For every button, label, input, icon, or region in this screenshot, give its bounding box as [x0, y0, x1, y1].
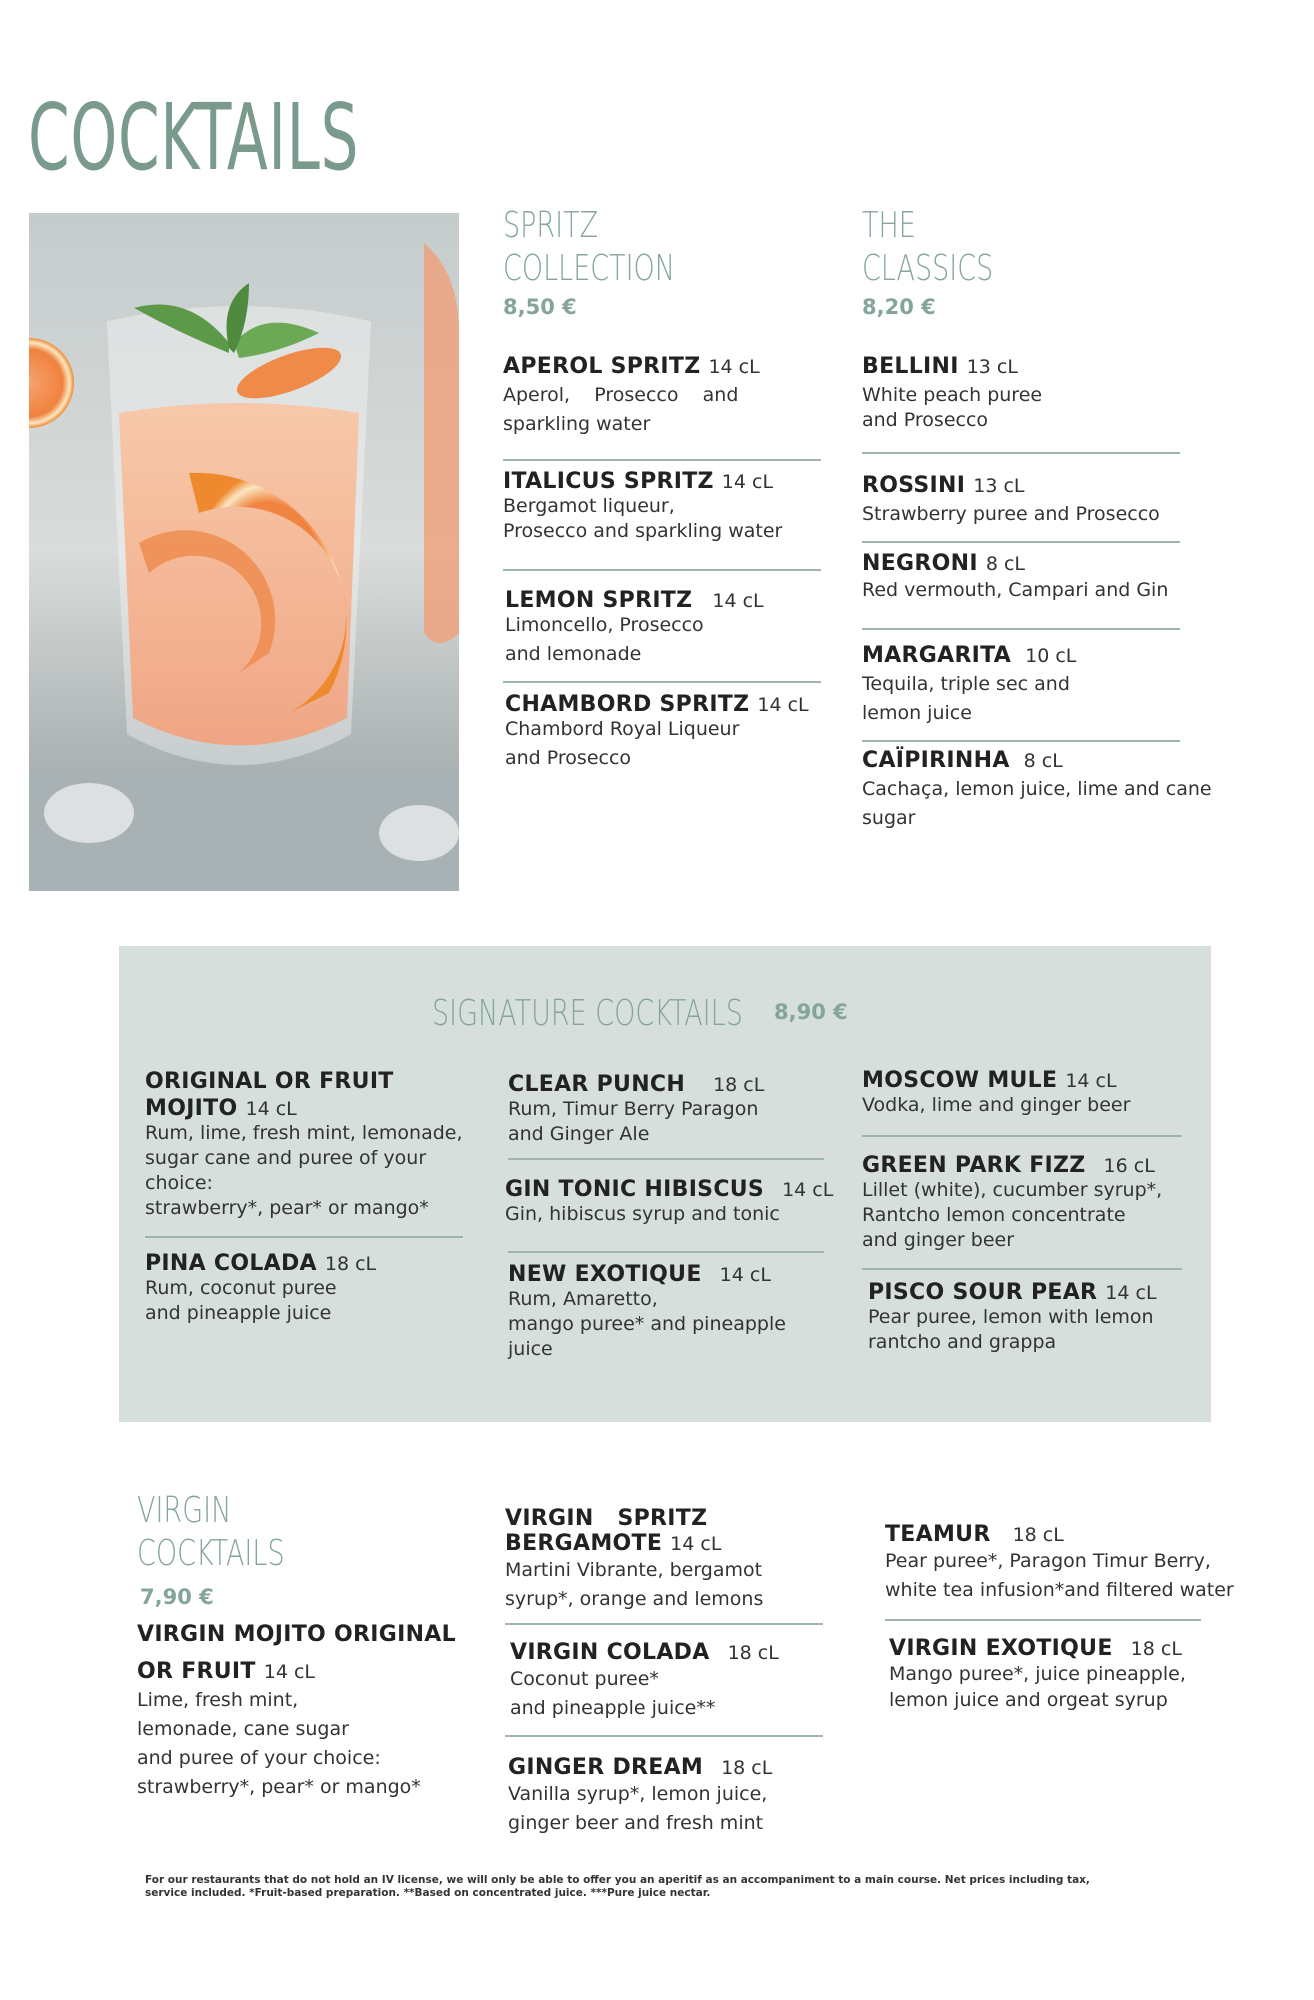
- divider: [862, 452, 1180, 454]
- divider: [862, 1135, 1182, 1137]
- classics-title: THE CLASSICS: [862, 205, 994, 289]
- virgin-item: VIRGIN EXOTIQUE 18 cL Mango puree*, juice pineapple, lemon juice and orgeat syrup: [889, 1636, 1186, 1711]
- signature-header: [432, 992, 846, 1035]
- virgin-item: TEAMUR 18 cL Pear puree*, Paragon Timur Berry, white tea infusion*and filtered water: [885, 1522, 1234, 1601]
- signature-item: CLEAR PUNCH 18 cL Rum, Timur Berry Paragon and Ginger Ale: [508, 1072, 765, 1145]
- virgin-title: VIRGIN COCKTAILS: [137, 1490, 285, 1574]
- divider: [862, 1268, 1182, 1270]
- divider: [862, 740, 1180, 742]
- classics-item: CAÏPIRINHA 8 cL Cachaça, lemon juice, lime and cane sugar: [862, 748, 1212, 829]
- virgin-item: VIRGIN SPRITZ BERGAMOTE 14 cL Martini Vibrante, bergamot syrup*, orange and lemons: [505, 1506, 764, 1610]
- virgin-price: 7,90 €: [140, 1585, 214, 1609]
- spritz-item: CHAMBORD SPRITZ 14 cL Chambord Royal Liqueur and Prosecco: [505, 692, 809, 769]
- signature-title: SIGNATURE COCKTAILS: [432, 993, 743, 1034]
- divider: [505, 1623, 823, 1625]
- virgin-item: GINGER DREAM 18 cL Vanilla syrup*, lemon juice, ginger beer and fresh mint: [508, 1755, 773, 1834]
- spritz-item: ITALICUS SPRITZ 14 cL Bergamot liqueur, Prosecco and sparkling water: [503, 469, 783, 542]
- classics-item: NEGRONI 8 cL Red vermouth, Campari and Gin: [862, 551, 1169, 601]
- cocktail-photo: [29, 213, 459, 891]
- signature-item: PISCO SOUR PEAR 14 cL Pear puree, lemon with lemon rantcho and grappa: [868, 1280, 1157, 1353]
- classics-item: MARGARITA 10 cL Tequila, triple sec and lemon juice: [862, 643, 1077, 724]
- signature-item: GREEN PARK FIZZ 16 cL Lillet (white), cucumber syrup*, Rantcho lemon concentrate and ginger beer: [862, 1153, 1163, 1251]
- classics-item: BELLINI 13 cL White peach puree and Prosecco: [862, 354, 1043, 431]
- divider: [505, 1735, 823, 1737]
- spritz-item: APEROL SPRITZ 14 cL Aperol, Prosecco and sparkling water: [503, 354, 760, 435]
- spritz-title: SPRITZ COLLECTION: [503, 205, 676, 289]
- divider: [145, 1236, 463, 1238]
- signature-item: NEW EXOTIQUE 14 cL Rum, Amaretto, mango puree* and pineapple juice: [508, 1262, 786, 1360]
- signature-item: ORIGINAL OR FRUIT MOJITO 14 cL Rum, lime, fresh mint, lemonade, sugar cane and puree of your choice: strawberry*, pear* or mango*: [145, 1069, 463, 1219]
- signature-item: PINA COLADA 18 cL Rum, coconut puree and pineapple juice: [145, 1251, 377, 1324]
- page-title: COCKTAILS: [28, 84, 360, 191]
- divider: [508, 1251, 824, 1253]
- cocktail-glass-icon: [29, 213, 459, 891]
- signature-item: GIN TONIC HIBISCUS 14 cL Gin, hibiscus syrup and tonic: [505, 1177, 834, 1225]
- divider: [503, 681, 821, 683]
- virgin-item: VIRGIN COLADA 18 cL Coconut puree* and pineapple juice**: [510, 1640, 779, 1719]
- footnote: For our restaurants that do not hold an IV license, we will only be able to offer you an aperitif as an accompaniment to a main course. Net prices including tax, service included. *Fruit-based preparation. **Based on concentrated juice. ***Pure juice nectar.: [145, 1874, 1090, 1899]
- spritz-price: 8,50 €: [503, 295, 577, 319]
- divider: [862, 628, 1180, 630]
- classics-price: 8,20 €: [862, 295, 936, 319]
- divider: [885, 1619, 1201, 1621]
- spritz-item: LEMON SPRITZ 14 cL Limoncello, Prosecco and lemonade: [505, 588, 764, 665]
- virgin-item: VIRGIN MOJITO ORIGINAL OR FRUIT 14 cL Lime, fresh mint, lemonade, cane sugar and puree of your choice: strawberry*, pear* or mango*: [137, 1622, 456, 1798]
- signature-item: MOSCOW MULE 14 cL Vodka, lime and ginger beer: [862, 1068, 1131, 1116]
- divider: [503, 459, 821, 461]
- divider: [862, 541, 1180, 543]
- divider: [503, 569, 821, 571]
- classics-item: ROSSINI 13 cL Strawberry puree and Prosecco: [862, 473, 1160, 525]
- divider: [508, 1158, 824, 1160]
- signature-price: 8,90 €: [774, 1000, 848, 1024]
